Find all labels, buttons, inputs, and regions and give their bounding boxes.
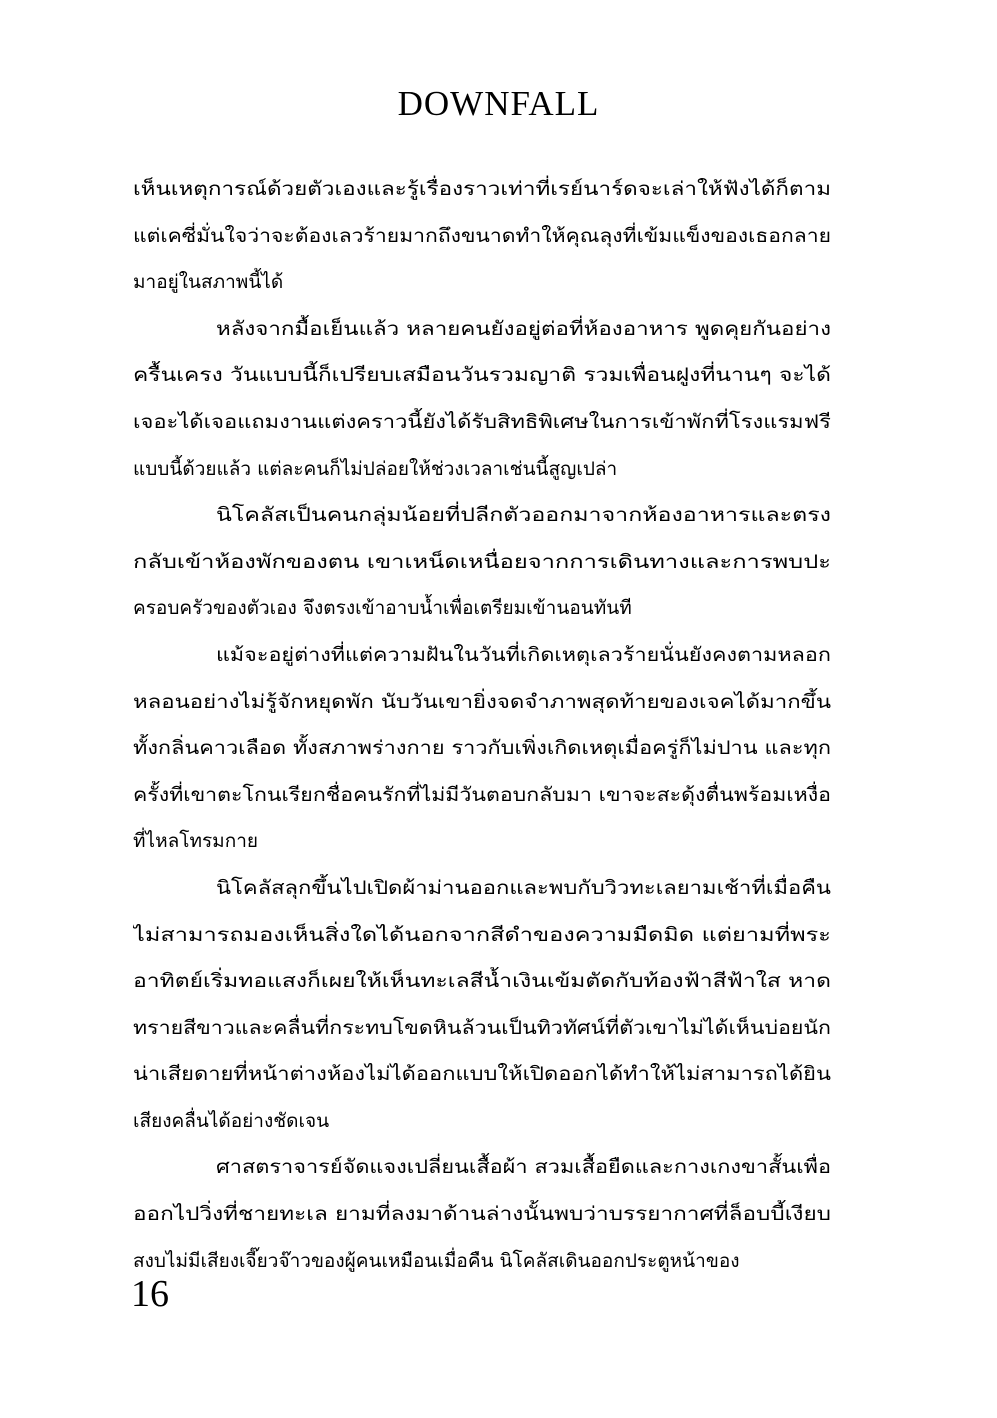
text-line: เห็นเหตุการณ์ด้วยตัวเองและรู้เรื่องราวเท่าที่เรย์นาร์ดจะเล่าให้ฟังได้ก็ตาม — [133, 178, 831, 200]
paragraph-first-line: แม้จะอยู่ต่างที่แต่ความฝันในวันที่เกิดเหตุเลวร้ายนั่นยังคงตามหลอก — [216, 643, 831, 666]
paragraph-first-line: หลังจากมื้อเย็นแล้ว หลายคนยังอยู่ต่อที่ห้องอาหาร พูดคุยกันอย่าง — [216, 317, 831, 340]
text-line: ไม่สามารถมองเห็นสิ่งใดได้นอกจากสีดำของความมืดมิด แต่ยามที่พระ — [133, 923, 831, 946]
paragraph-first-line: นิโคลัสเป็นคนกลุ่มน้อยที่ปลีกตัวออกมาจากห้องอาหารและตรง — [216, 504, 831, 527]
text-line: กลับเข้าห้องพักของตน เขาเหน็ดเหนื่อยจากการเดินทางและการพบปะ — [133, 550, 831, 573]
text-line: ที่ไหลโทรมกาย — [133, 830, 259, 853]
text-line: น่าเสียดายที่หน้าต่างห้องไม่ได้ออกแบบให้เปิดออกได้ทำให้ไม่สามารถได้ยิน — [133, 1063, 831, 1086]
text-line: ออกไปวิ่งที่ชายทะเล ยามที่ลงมาด้านล่างนั้นพบว่าบรรยากาศที่ล็อบบี้เงียบ — [133, 1203, 831, 1226]
text-line: ครั้งที่เขาตะโกนเรียกชื่อคนรักที่ไม่มีวันตอบกลับมา เขาจะสะดุ้งตื่นพร้อมเหงื่อ — [133, 783, 831, 806]
text-line: แต่เคซี่มั่นใจว่าจะต้องเลวร้ายมากถึงขนาดทำให้คุณลุงที่เข้มแข็งของเธอกลาย — [133, 224, 831, 247]
text-line: แบบนี้ด้วยแล้ว แต่ละคนก็ไม่ปล่อยให้ช่วงเวลาเช่นนี้สูญเปล่า — [133, 457, 618, 480]
body-text — [133, 166, 831, 1284]
text-line: สงบไม่มีเสียงเจี๊ยวจ๊าวของผู้คนเหมือนเมื่อคืน นิโคลัสเดินออกประตูหน้าของ — [133, 1249, 740, 1272]
text-line: เจอะได้เจอแถมงานแต่งคราวนี้ยังได้รับสิทธิพิเศษในการเข้าพักที่โรงแรมฟรี — [133, 410, 831, 433]
text-line: ครอบครัวของตัวเอง จึงตรงเข้าอาบน้ำเพื่อเตรียมเข้านอนทันที — [133, 597, 632, 620]
paragraph-first-line: นิโคลัสลุกขึ้นไปเปิดผ้าม่านออกและพบกับวิวทะเลยามเช้าที่เมื่อคืน — [216, 876, 831, 899]
text-line: มาอยู่ในสภาพนี้ได้ — [133, 271, 284, 294]
text-line: ทรายสีขาวและคลื่นที่กระทบโขดหินล้วนเป็นทิวทัศน์ที่ตัวเขาไม่ได้เห็นบ่อยนัก — [133, 1016, 831, 1039]
running-title: DOWNFALL — [397, 84, 600, 123]
paragraph-first-line: ศาสตราจารย์จัดแจงเปลี่ยนเสื้อผ้า สวมเสื้อยืดและกางเกงขาสั้นเพื่อ — [216, 1156, 831, 1179]
text-line: เสียงคลื่นได้อย่างชัดเจน — [133, 1109, 330, 1132]
text-line: หลอนอย่างไม่รู้จักหยุดพัก นับวันเขายิ่งจดจำภาพสุดท้ายของเจคได้มากขึ้น — [133, 690, 831, 713]
text-line: ครื้นเครง วันแบบนี้ก็เปรียบเสมือนวันรวมญาติ รวมเพื่อนฝูงที่นานๆ จะได้ — [133, 364, 831, 387]
page-number: 16 — [131, 1273, 169, 1315]
text-line: ทั้งกลิ่นคาวเลือด ทั้งสภาพร่างกาย ราวกับเพิ่งเกิดเหตุเมื่อครู่ก็ไม่ปาน และทุก — [133, 737, 831, 760]
text-line: อาทิตย์เริ่มทอแสงก็เผยให้เห็นทะเลสีน้ำเงินเข้มตัดกับท้องฟ้าสีฟ้าใส หาด — [133, 970, 831, 993]
